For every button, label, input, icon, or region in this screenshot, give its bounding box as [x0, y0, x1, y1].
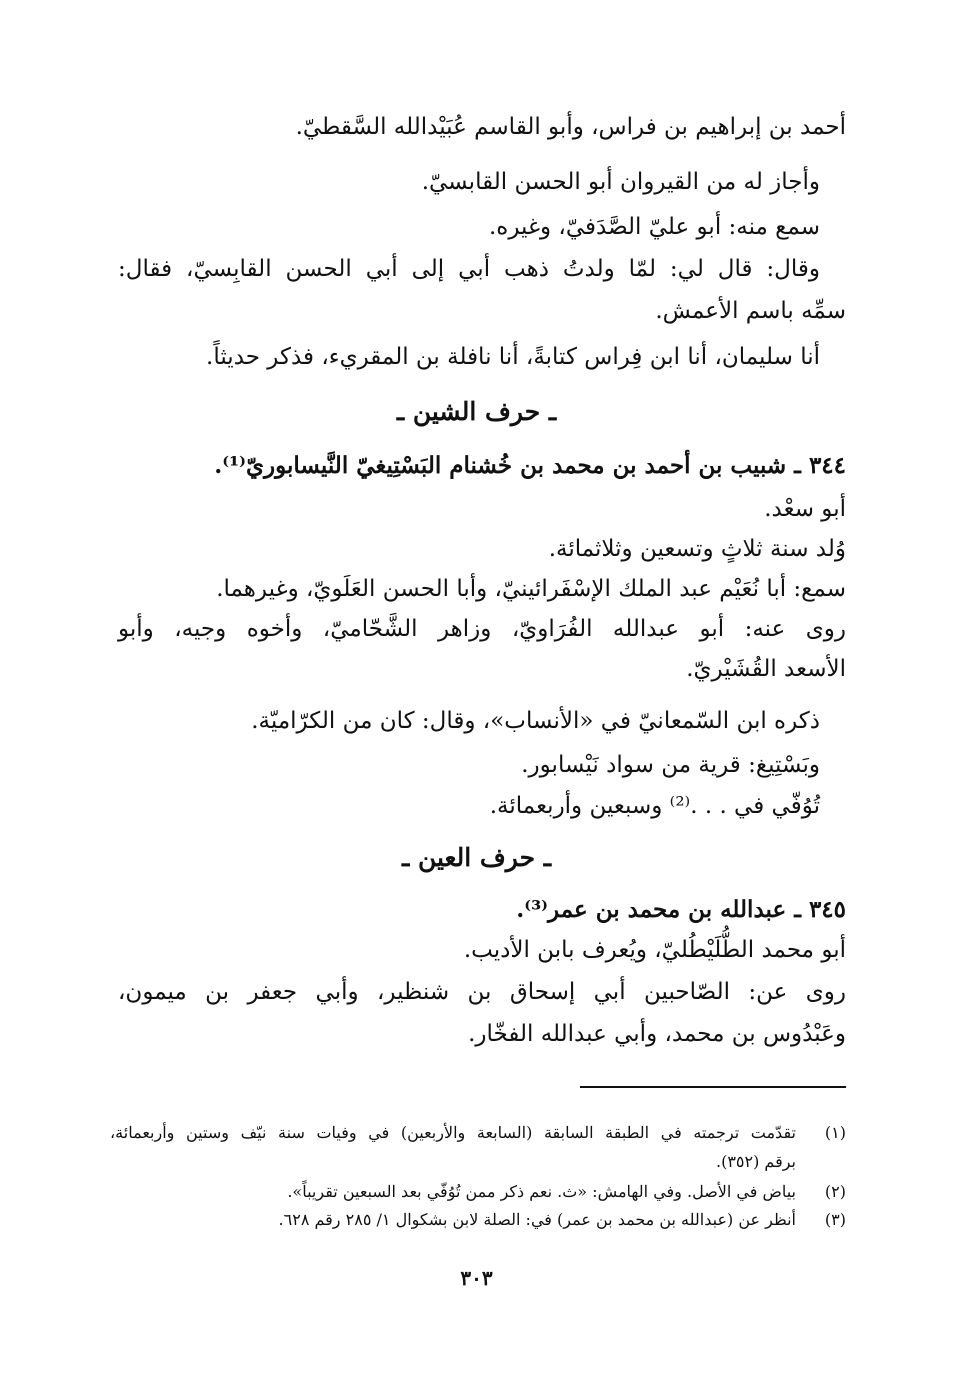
- footnote-divider: [580, 1086, 846, 1088]
- text-line: سمِّه باسم الأعمش.: [655, 298, 846, 324]
- text-line: أحمد بن إبراهيم بن فراس، وأبو القاسم عُبَيْدالله السَّقطيّ.: [295, 114, 846, 140]
- text-line: ذكره ابن السّمعانيّ في «الأنساب»، وقال: كان من الكرّاميّة.: [251, 708, 820, 734]
- entry-heading-345: ٣٤٥ ـ عبدالله بن محمد بن عمر⁽³⁾.: [516, 896, 846, 923]
- page-number: ٣٠٣: [460, 1266, 493, 1290]
- text-line: أنا سليمان، أنا ابن فِراس كتابةً، أنا نافلة بن المقريء، فذكر حديثاً.: [206, 344, 820, 370]
- text-line: أبو محمد الطُّلَيْطُليّ، ويُعرف بابن الأديب.: [463, 937, 846, 963]
- text-line: وعَبْدُوس بن محمد، وأبي عبدالله الفخّار.: [468, 1021, 846, 1047]
- text-line: وبَسْتِيغ: قرية من سواد نَيْسابور.: [521, 752, 820, 778]
- footnote-number: (١): [824, 1123, 846, 1142]
- text-line: وُلد سنة ثلاثٍ وتسعين وثلاثمائة.: [548, 536, 846, 562]
- text-line: سمع: أبا نُعَيْم عبد الملك الإسْفَرائينيّ، وأبا الحسن العَلَويّ، وغيرهما.: [216, 576, 846, 602]
- footnote-number: (٣): [824, 1210, 846, 1229]
- section-heading-shin: ـ حرف الشين ـ: [396, 397, 557, 426]
- text-line: سمع منه: أبو عليّ الصَّدَفيّ، وغيره.: [488, 214, 820, 240]
- text-line: تُوُفّي في . . .⁽²⁾ وسبعين وأربعمائة.: [489, 793, 820, 819]
- text-line: روى عنه: أبو عبدالله الفُرَاويّ، وزاهر الشَّحّاميّ، وأخوه وجيه، وأبو: [118, 616, 846, 642]
- text-line: الأسعد القُشَيْريّ.: [686, 656, 846, 682]
- text-line: وقال: قال لي: لمّا ولدتُ ذهب أبي إلى أبي الحسن القابِسيّ، فقال:: [118, 256, 820, 282]
- entry-heading-344: ٣٤٤ ـ شبيب بن أحمد بن محمد بن خُشنام البَسْتِيغيّ النَّيسابوريّ⁽¹⁾.: [214, 452, 846, 479]
- footnote-text: بياض في الأصل. وفي الهامش: «ث. نعم ذكر ممن تُوُفّي بعد السبعين تقريباً».: [287, 1182, 796, 1201]
- footnote-number: (٢): [824, 1182, 846, 1201]
- section-heading-ain: ـ حرف العين ـ: [401, 843, 552, 872]
- footnote-text: تقدّمت ترجمته في الطبقة السابقة (السابعة والأربعين) في وفيات سنة نيّف وستين وأربعمائة،: [110, 1123, 796, 1142]
- text-line: روى عن: الصّاحبين أبي إسحاق بن شنظير، وأبي جعفر بن ميمون،: [118, 979, 846, 1005]
- text-line: أبو سعْد.: [764, 496, 846, 522]
- text-line: وأجاز له من القيروان أبو الحسن القابسيّ.: [421, 169, 820, 195]
- footnote-text: برقم (٣٥٢).: [715, 1152, 796, 1171]
- footnote-text: أنظر عن (عبدالله بن محمد بن عمر) في: الصلة لابن بشكوال ١/ ٢٨٥ رقم ٦٢٨.: [278, 1210, 796, 1229]
